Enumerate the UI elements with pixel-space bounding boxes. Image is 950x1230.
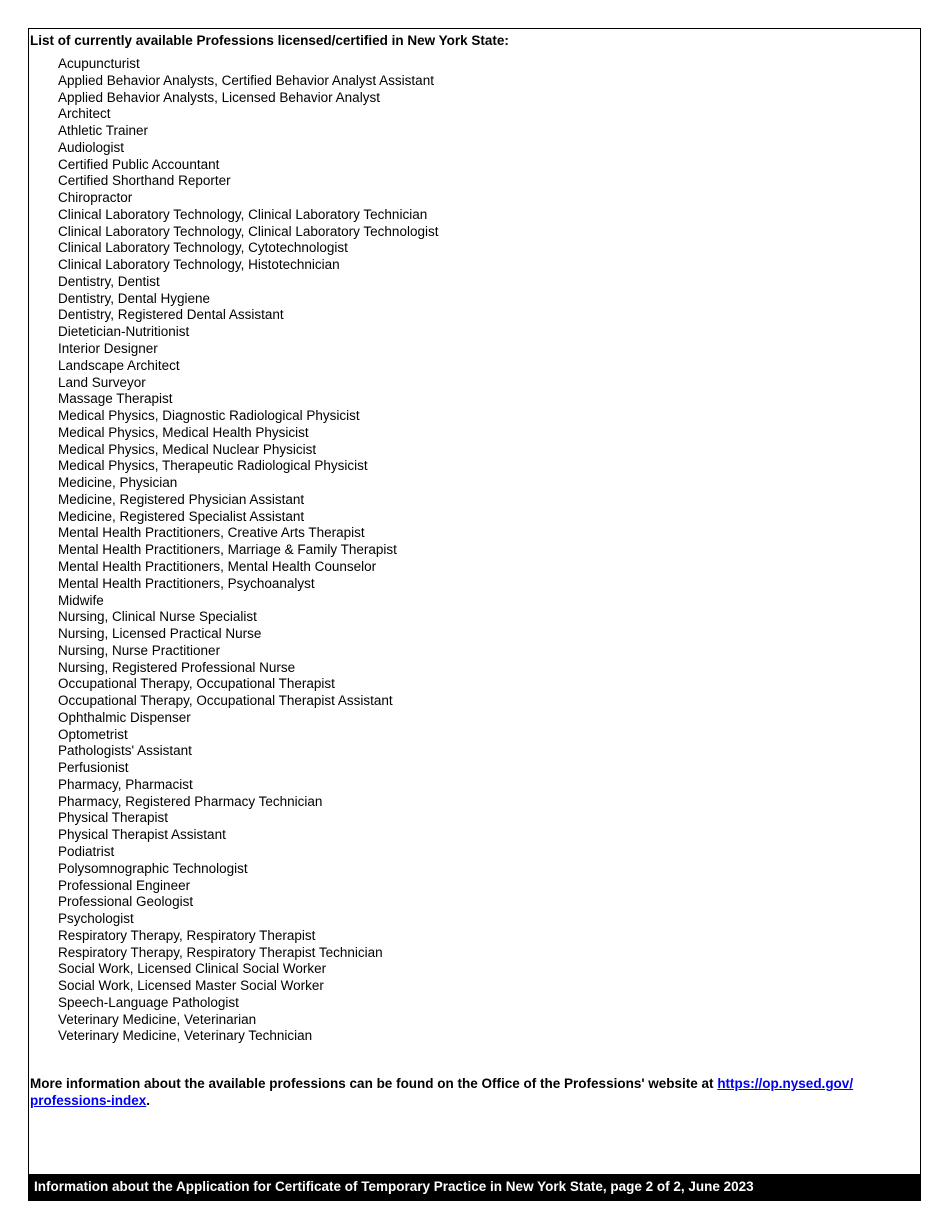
profession-item: Interior Designer: [58, 341, 158, 357]
profession-item: Physical Therapist: [58, 810, 169, 826]
profession-item: Medical Physics, Medical Nuclear Physicist: [58, 441, 317, 457]
profession-item: Respiratory Therapy, Respiratory Therapist: [58, 927, 316, 943]
profession-item: Social Work, Licensed Master Social Worker: [58, 978, 324, 994]
profession-item: Architect: [58, 106, 111, 122]
profession-item: Clinical Laboratory Technology, Clinical Laboratory Technologist: [58, 223, 439, 239]
profession-item: Pharmacy, Pharmacist: [58, 776, 193, 792]
profession-item: Optometrist: [58, 726, 128, 742]
profession-item: Respiratory Therapy, Respiratory Therapist Technician: [58, 944, 383, 960]
profession-item: Mental Health Practitioners, Marriage & Family Therapist: [58, 542, 397, 558]
profession-item: Professional Geologist: [58, 894, 194, 910]
profession-item: Chiropractor: [58, 190, 133, 206]
profession-item: Physical Therapist Assistant: [58, 827, 226, 843]
profession-item: Nursing, Nurse Practitioner: [58, 642, 221, 658]
profession-item: Clinical Laboratory Technology, Histotechnician: [58, 257, 340, 273]
profession-item: Pharmacy, Registered Pharmacy Technician: [58, 793, 323, 809]
profession-item: Ophthalmic Dispenser: [58, 709, 191, 725]
more-info-paragraph: [30, 1075, 900, 1109]
profession-item: Veterinary Medicine, Veterinarian: [58, 1011, 257, 1027]
profession-item: Applied Behavior Analysts, Licensed Behavior Analyst: [58, 89, 380, 105]
profession-item: Polysomnographic Technologist: [58, 860, 248, 876]
profession-item: Audiologist: [58, 139, 125, 155]
profession-item: Dentistry, Dental Hygiene: [58, 290, 211, 306]
profession-item: Nursing, Licensed Practical Nurse: [58, 626, 262, 642]
profession-item: Social Work, Licensed Clinical Social Worker: [58, 961, 327, 977]
profession-item: Professional Engineer: [58, 877, 191, 893]
profession-item: Dentistry, Registered Dental Assistant: [58, 307, 284, 323]
footer-bar: Information about the Application for Certificate of Temporary Practice in New York State, page 2 of 2, June 2023: [28, 1174, 921, 1201]
profession-item: Veterinary Medicine, Veterinary Technician: [58, 1028, 313, 1044]
profession-item: Nursing, Clinical Nurse Specialist: [58, 609, 257, 625]
profession-item: Land Surveyor: [58, 374, 146, 390]
profession-item: Occupational Therapy, Occupational Therapist Assistant: [58, 693, 393, 709]
profession-item: Certified Public Accountant: [58, 156, 220, 172]
profession-item: Medicine, Physician: [58, 475, 178, 491]
profession-item: Mental Health Practitioners, Psychoanalyst: [58, 575, 315, 591]
profession-item: Perfusionist: [58, 760, 129, 776]
profession-item: Acupuncturist: [58, 56, 140, 71]
profession-item: Clinical Laboratory Technology, Cytotechnologist: [58, 240, 348, 256]
more-info-text: More information about the available professions can be found on the Office of the Professions' website at: [30, 1076, 718, 1091]
profession-item: Medical Physics, Diagnostic Radiological Physicist: [58, 408, 360, 424]
professions-list: [58, 56, 438, 1045]
profession-item: Dentistry, Dentist: [58, 273, 160, 289]
profession-item: Medicine, Registered Physician Assistant: [58, 491, 305, 507]
profession-item: Pathologists' Assistant: [58, 743, 192, 759]
profession-item: Podiatrist: [58, 843, 115, 859]
profession-item: Massage Therapist: [58, 391, 173, 407]
profession-item: Landscape Architect: [58, 357, 180, 373]
profession-item: Psychologist: [58, 911, 134, 927]
profession-item: Nursing, Registered Professional Nurse: [58, 659, 296, 675]
more-info-trailing: .: [146, 1093, 151, 1108]
profession-item: Speech-Language Pathologist: [58, 994, 239, 1010]
professions-index-link[interactable]: https://op.nysed.gov/professions-index: [30, 1076, 854, 1108]
profession-item: Midwife: [58, 592, 104, 608]
profession-item: Medical Physics, Medical Health Physicist: [58, 424, 309, 440]
profession-item: Certified Shorthand Reporter: [58, 173, 231, 189]
profession-item: Clinical Laboratory Technology, Clinical Laboratory Technician: [58, 206, 428, 222]
list-heading: List of currently available Professions licensed/certified in New York State:: [30, 33, 509, 48]
profession-item: Dietetician-Nutritionist: [58, 324, 190, 340]
profession-item: Athletic Trainer: [58, 123, 149, 139]
profession-item: Medicine, Registered Specialist Assistant: [58, 508, 305, 524]
profession-item: Mental Health Practitioners, Mental Health Counselor: [58, 558, 377, 574]
profession-item: Applied Behavior Analysts, Certified Behavior Analyst Assistant: [58, 72, 434, 88]
profession-item: Medical Physics, Therapeutic Radiological Physicist: [58, 458, 368, 474]
profession-item: Mental Health Practitioners, Creative Arts Therapist: [58, 525, 365, 541]
profession-item: Occupational Therapy, Occupational Therapist: [58, 676, 335, 692]
